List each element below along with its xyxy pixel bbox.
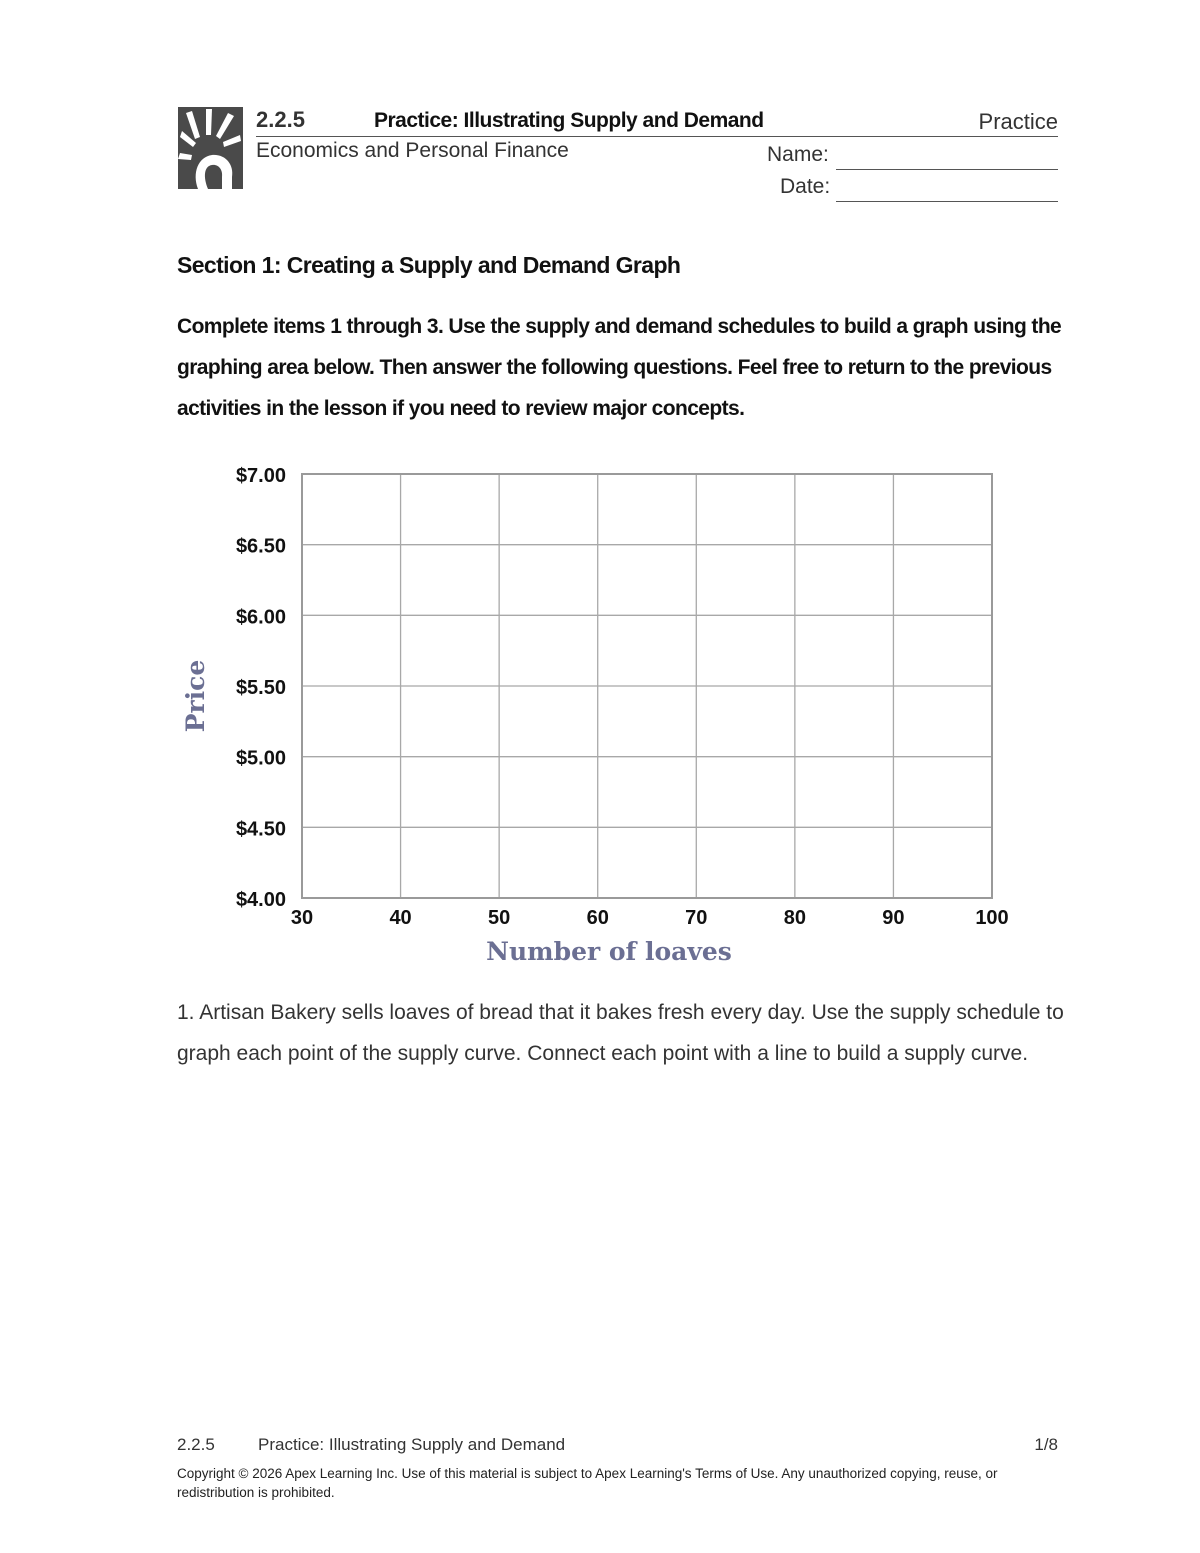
y-tick-label: $7.00: [235, 465, 286, 487]
x-tick-label: 40: [389, 907, 412, 929]
x-tick-label: 70: [685, 907, 708, 929]
y-tick-label: $5.50: [235, 677, 286, 699]
name-label: Name:: [767, 143, 829, 166]
section-instructions: Complete items 1 through 3. Use the supply and demand schedules to build a graph using the graphing area below. Then answer the following questions. Feel free to return to the previous activities in the lesson if you need to review major concepts.: [177, 315, 1062, 420]
y-tick-label: $4.50: [235, 818, 286, 841]
x-tick-label: 80: [783, 907, 806, 929]
section-title: Section 1: Creating a Supply and Demand Graph: [177, 252, 681, 278]
apex-sunburst-logo-icon: [178, 107, 243, 189]
activity-type: Practice: [978, 109, 1058, 134]
page-title: Practice: Illustrating Supply and Demand: [374, 109, 764, 132]
x-tick-label: 100: [975, 907, 1009, 929]
x-tick-label: 50: [488, 907, 511, 929]
y-tick-label: $5.00: [235, 747, 286, 770]
x-tick-label: 60: [586, 907, 609, 929]
y-tick-label: $4.00: [235, 889, 286, 911]
question-1-text: 1. Artisan Bakery sells loaves of bread that it bakes fresh every day. Use the supply schedule to graph each point of the supply curve. Connect each point with a line to build a supply curve.: [177, 1001, 1064, 1065]
x-tick-label: 90: [882, 907, 905, 929]
course-name: Economics and Personal Finance: [256, 139, 569, 162]
footer-page-number: 1/8: [1034, 1435, 1058, 1454]
x-axis-label: Number of loaves: [486, 937, 732, 966]
date-field[interactable]: [836, 201, 1058, 202]
y-tick-label: $6.00: [235, 606, 286, 629]
name-field[interactable]: [836, 169, 1058, 170]
date-label: Date:: [780, 175, 831, 198]
y-axis-label: Price: [181, 659, 210, 733]
footer-lesson-code: 2.2.5: [177, 1435, 215, 1454]
footer-title: Practice: Illustrating Supply and Demand: [258, 1435, 566, 1454]
lesson-code: 2.2.5: [256, 107, 305, 132]
copyright-notice: Copyright © 2026 Apex Learning Inc. Use of this material is subject to Apex Learning's Terms of Use. Any unauthorized copying, reuse, or redistribution is prohibited.: [177, 1466, 998, 1500]
x-tick-label: 30: [290, 907, 314, 929]
header-rule: [256, 136, 1058, 137]
supply-demand-graph[interactable]: [170, 450, 1030, 970]
y-tick-label: $6.50: [235, 535, 286, 558]
